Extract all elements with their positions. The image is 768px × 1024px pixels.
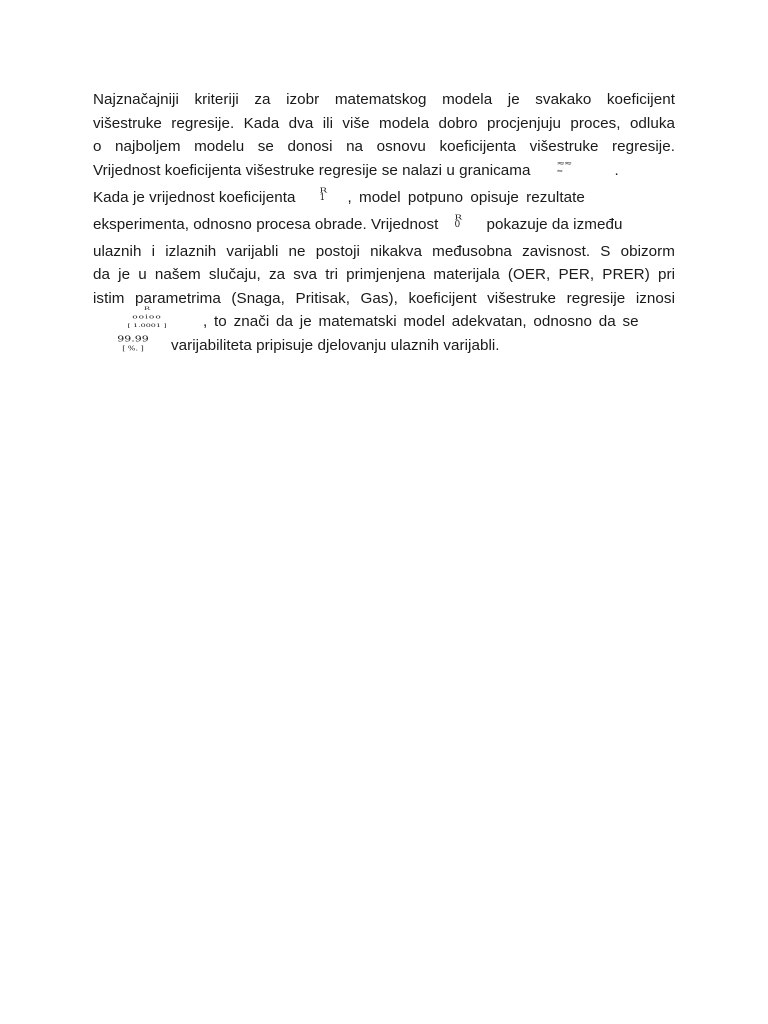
range-formula-image	[556, 159, 596, 181]
text-line-3	[93, 135, 675, 159]
r-one-top: R	[319, 186, 328, 194]
text-line-7	[93, 240, 675, 264]
range-period: .	[614, 161, 619, 179]
line-8-text: da je u našem slučaju, za sva tri primjenjena materijala (OER, PER, PRER) pri	[93, 266, 675, 283]
coef-value-top: R	[143, 306, 151, 312]
coef-value-bottom: [ 1.0001 ]	[127, 323, 167, 329]
line-6-text-a: eksperimenta, odnosno procesa obrade. Vrijednost	[93, 215, 439, 233]
line-10-text: , to znači da je matematski model adekvatan, odnosno da se	[203, 313, 639, 330]
line-5-text-a: Kada je vrijednost koeficijenta	[93, 188, 296, 206]
text-line-5	[93, 186, 675, 213]
line-11-text: varijabiliteta pripisuje djelovanju ulaznih varijabli.	[171, 336, 500, 354]
percent-formula-image	[99, 333, 167, 363]
percent-bottom: [ %. ]	[122, 345, 144, 353]
line-1-text: Najznačajniji kriteriji za izobr matematskog modela je svakako koeficijent	[93, 91, 675, 108]
r-one-formula-image	[319, 186, 341, 210]
line-7-text: ulaznih i izlaznih varijabli ne postoji nikakva međusobna zavisnost. S obizorm	[93, 242, 675, 260]
coef-value-middle: ooioo	[132, 314, 162, 321]
text-line-2	[93, 112, 675, 136]
line-6-text-b: pokazuje da između	[486, 215, 623, 233]
r-one-bottom: 1	[319, 192, 326, 203]
text-line-11	[93, 334, 675, 358]
line-5-text-b: , model potpuno opisuje rezultate	[347, 188, 585, 206]
coefficient-value-formula-image	[99, 305, 195, 335]
line-3-text: o najboljem modelu se donosi na osnovu koeficijenta višestruke regresije.	[93, 138, 675, 155]
r-zero-top: R	[454, 213, 463, 221]
line-9-text: istim parametrima (Snaga, Pritisak, Gas), koeficijent višestruke regresije iznosi	[93, 289, 675, 307]
r-zero-formula-image	[454, 213, 476, 237]
text-line-4	[93, 159, 675, 186]
text-line-1	[93, 88, 675, 112]
text-line-6	[93, 213, 675, 240]
range-formula-top: ≈≈	[556, 160, 572, 168]
range-formula-bottom: ≈	[556, 167, 564, 175]
text-line-8	[93, 263, 675, 287]
line-4-text: Vrijednost koeficijenta višestruke regresije se nalazi u granicama	[93, 161, 531, 179]
r-zero-bottom: 0	[454, 219, 461, 230]
line-2-text: višestruke regresije. Kada dva ili više modela dobro procjenjuju proces, odluka	[93, 114, 675, 132]
percent-top: 99.99	[117, 333, 149, 344]
